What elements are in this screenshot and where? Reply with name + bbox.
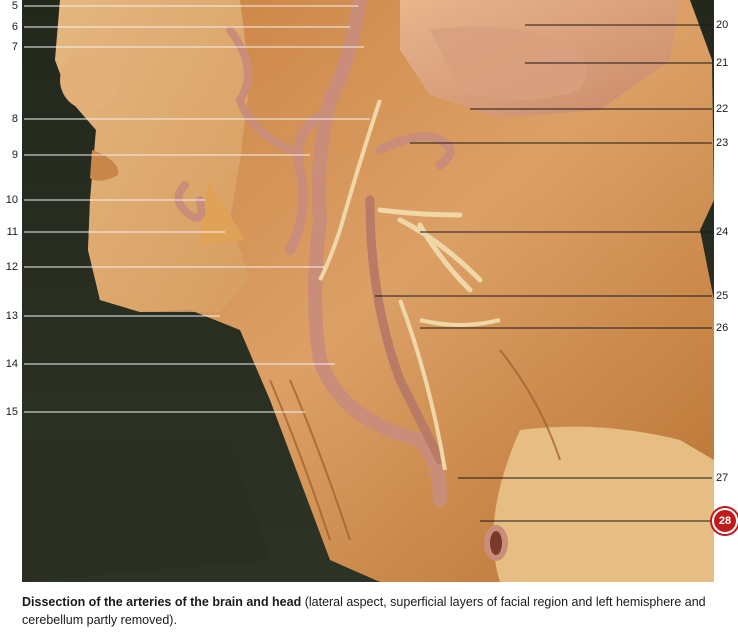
left-label: 6 <box>11 21 18 33</box>
right-label: 27 <box>716 472 729 484</box>
figure-caption <box>22 593 722 629</box>
caption-description: (lateral aspect, superficial layers of facial region and left hemisphere and cerebellum partly removed). <box>22 595 706 627</box>
left-label: 9 <box>11 149 18 161</box>
left-label: 13 <box>5 310 18 322</box>
right-label: 23 <box>716 137 729 149</box>
right-label: 26 <box>716 322 729 334</box>
left-label: 5 <box>11 0 18 12</box>
figure-number-badge: 28 <box>712 508 738 534</box>
right-label: 25 <box>716 290 729 302</box>
left-label: 14 <box>5 358 18 370</box>
right-label: 20 <box>716 19 729 31</box>
left-label: 10 <box>5 194 18 206</box>
left-label: 15 <box>5 406 18 418</box>
right-label: 21 <box>716 57 729 69</box>
caption-title: Dissection of the arteries of the brain and head <box>22 595 302 609</box>
left-label: 8 <box>11 113 18 125</box>
right-label: 22 <box>716 103 729 115</box>
right-label: 24 <box>716 226 729 238</box>
left-label: 12 <box>5 261 18 273</box>
left-label: 11 <box>6 226 18 238</box>
left-label: 7 <box>11 41 18 53</box>
